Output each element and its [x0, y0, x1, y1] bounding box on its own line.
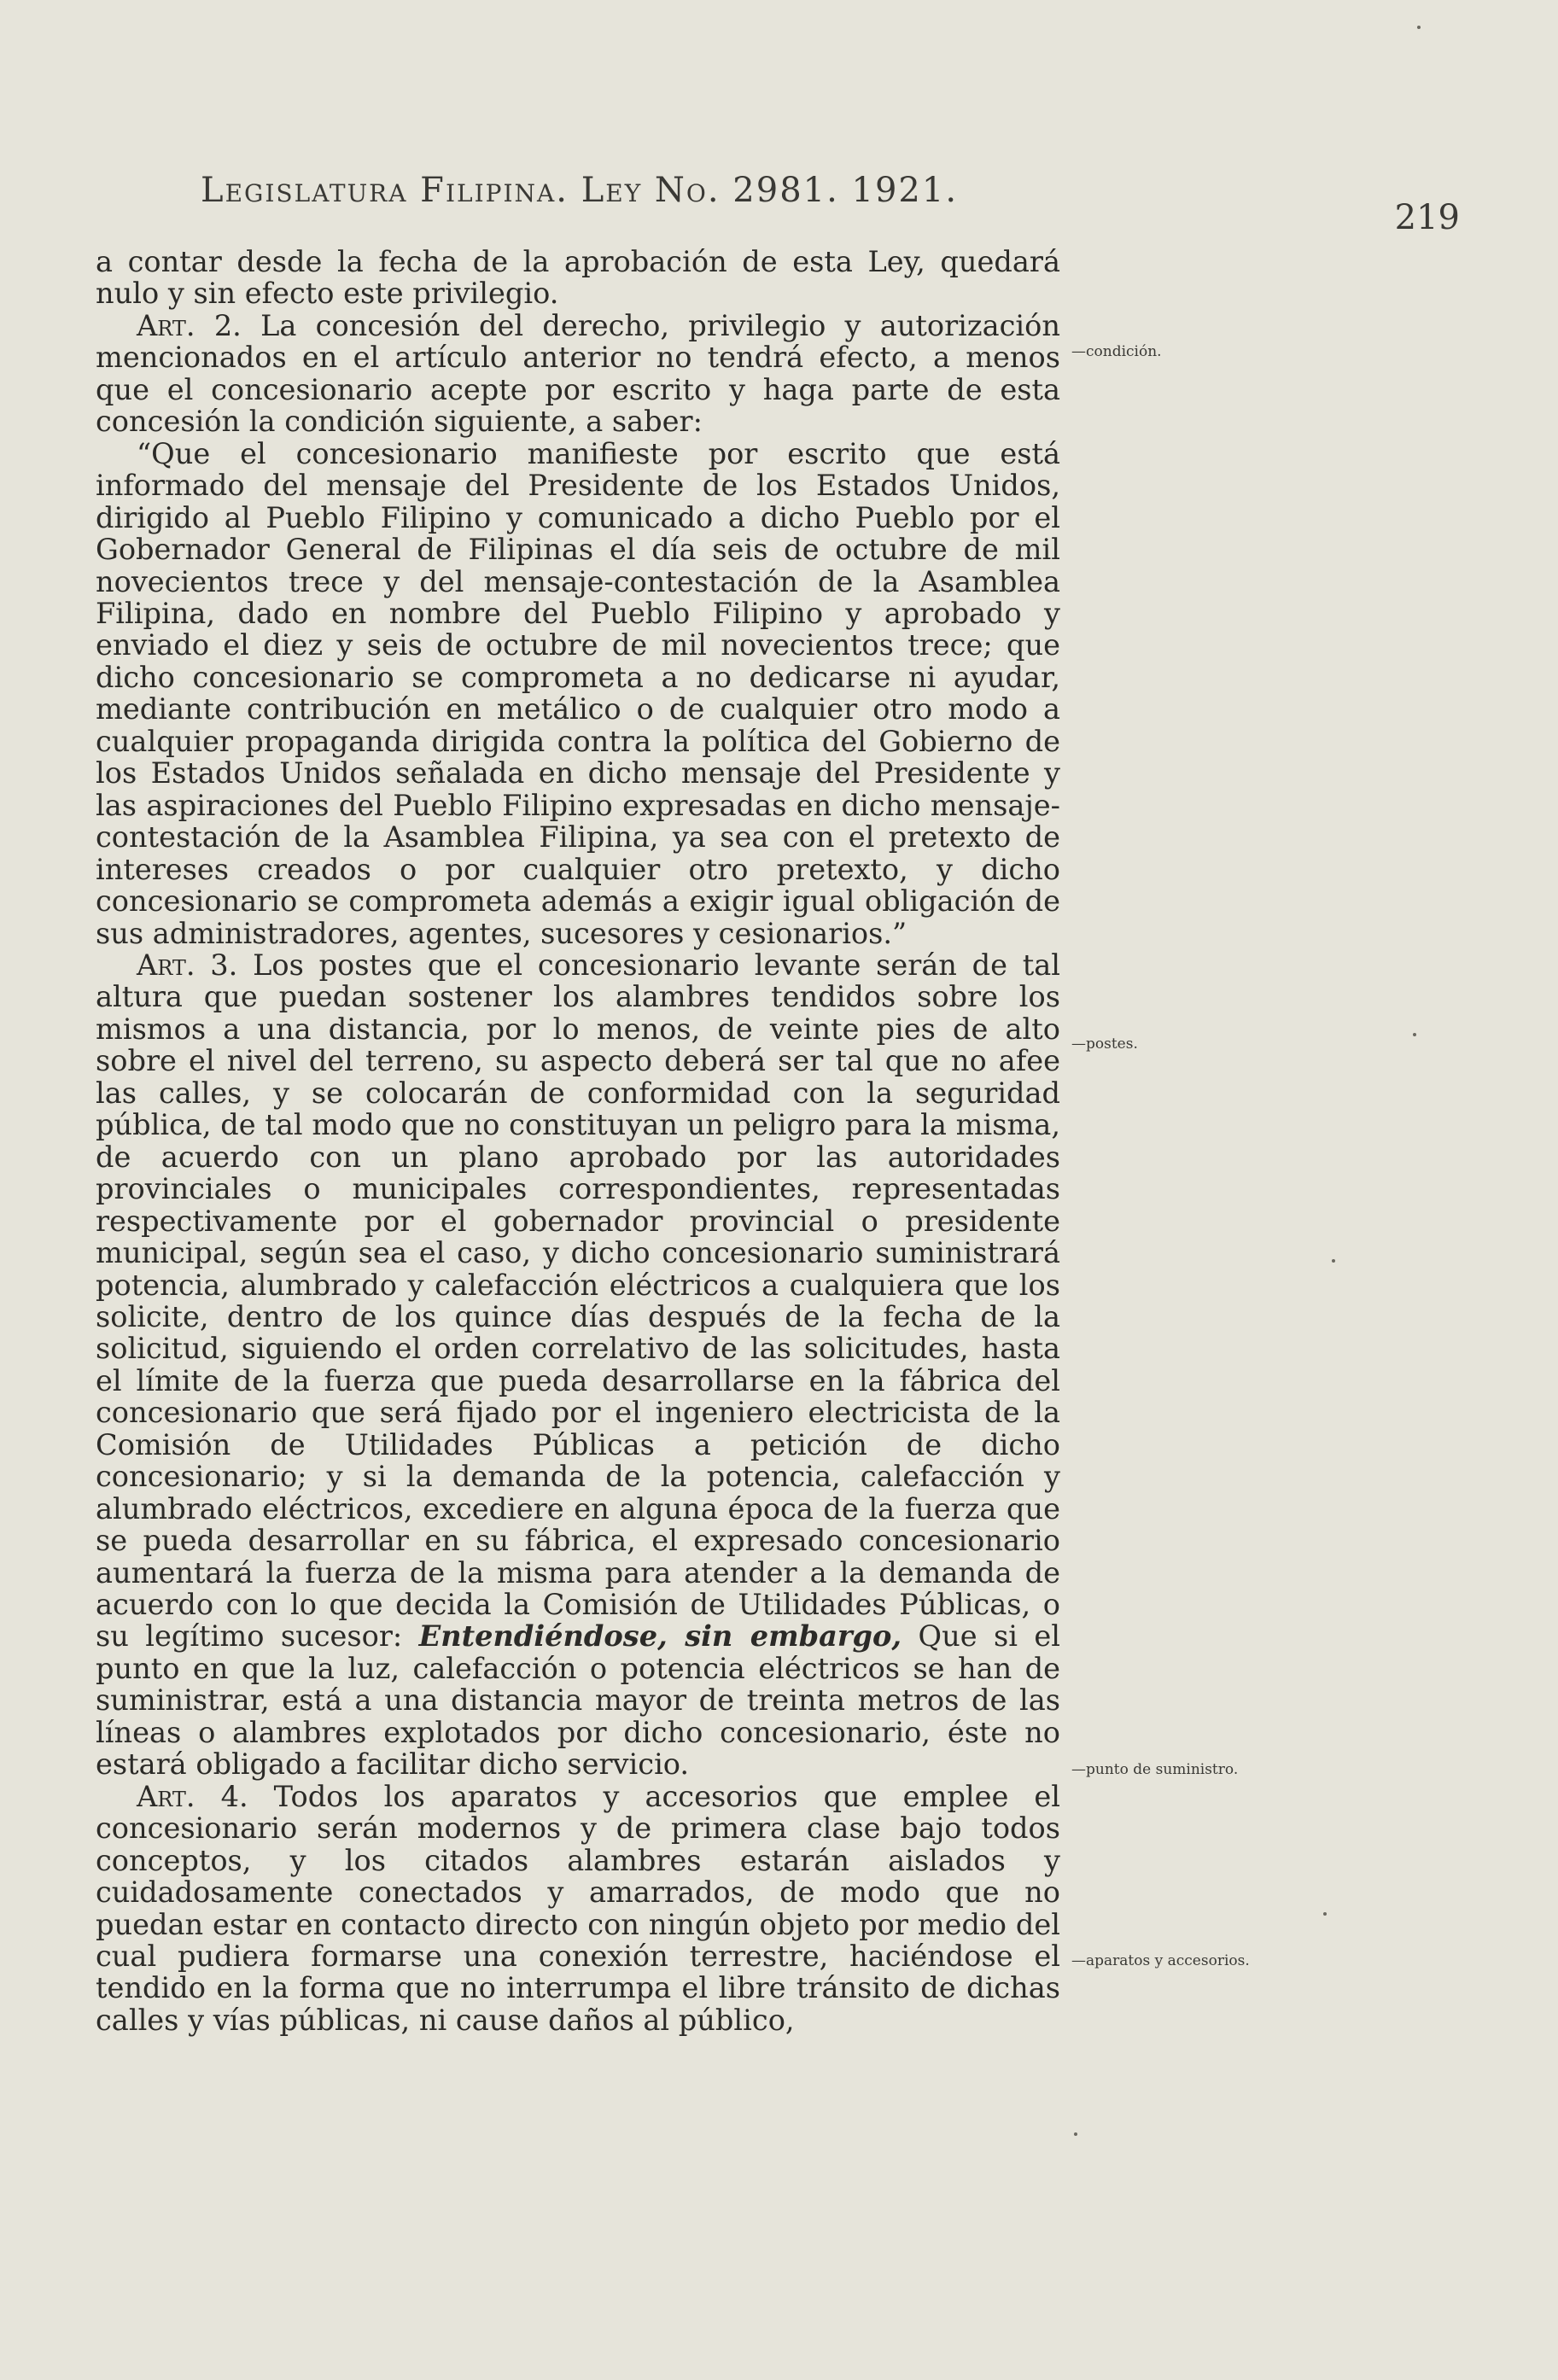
article-3: [96, 949, 1060, 1781]
paper-speck: [1332, 1259, 1335, 1263]
paper-speck: [1417, 26, 1421, 29]
article-4-text: Todos los aparatos y accesorios que emplee el concesionario serán modernos y de primera clase bajo todos conceptos, y los citados alambres estarán aislados y cuidadosamente conectados y amarrados, de modo que no puedan estar en contacto directo con ningún objeto por medio del cual pudiera formarse una conexión terrestre, haciéndose el tendido en la forma que no interrumpa el libre tránsito de dichas calles y vías públicas, ni cause daños al público,: [96, 1779, 1061, 2037]
article-3-text-b: Que si el punto en que la luz, calefacción o potencia eléctricos se han de suministrar, está a una distancia mayor de treinta metros de las líneas o alambres explotados por dicho concesionario, éste no estará obligado a facilitar dicho servicio.: [96, 1619, 1060, 1782]
running-head: Legislatura Filipina. Ley No. 2981. 1921.: [201, 171, 959, 210]
article-2-quote: “Que el concesionario manifieste por escrito que está informado del mensaje del Presidente de los Estados Unidos, dirigido al Pueblo Filipino y comunicado a dicho Pueblo por el Gobernador General de Filipinas el día seis de octubre de mil novecientos trece y del mensaje-contestación de la Asamblea Filipina, dado en nombre del Pueblo Filipino y aprobado y enviado el diez y seis de octubre de mil novecientos trece; que dicho concesionario se comprometa a no dedicarse ni ayudar, mediante contribución en metálico o de cualquier otro modo a cualquier propaganda dirigida contra la política del Gobierno de los Estados Unidos señalada en dicho mensaje del Presidente y las aspiraciones del Pueblo Filipino expresadas en dicho mensaje-contestación de la Asamblea Filipina, ya sea con el pretexto de intereses creados o por cualquier otro pretexto, y dicho concesionario se comprometa además a exigir igual obligación de sus administradores, agentes, sucesores y cesionarios.”: [96, 436, 1060, 950]
article-4: [96, 1781, 1060, 2037]
article-2-text: La concesión del derecho, privilegio y autorización mencionados en el artículo anterior no tendrá efecto, a menos que el concesionario acepte por escrito y haga parte de esta concesión la condición siguiente, a saber:: [96, 308, 1060, 439]
body-text: [96, 246, 1060, 2036]
margin-note-condicion: —condición.: [1071, 343, 1162, 360]
margin-note-postes: —postes.: [1071, 1035, 1138, 1053]
page-header: [201, 171, 1460, 237]
margin-note-punto: —punto de suministro.: [1071, 1761, 1239, 1778]
article-4-label: Art. 4.: [137, 1779, 248, 1813]
article-2: [96, 310, 1060, 438]
article-3-label: Art. 3.: [137, 948, 238, 982]
paper-speck: [1074, 2132, 1077, 2136]
page-number: 219: [1394, 198, 1460, 237]
paper-speck: [1323, 1912, 1327, 1916]
article-2-label: Art. 2.: [137, 308, 242, 342]
paper-speck: [1413, 1033, 1416, 1036]
paragraph-continuation: a contar desde la fecha de la aprobación de esta Ley, quedará nulo y sin efecto este privilegio.: [96, 245, 1060, 311]
article-3-text-a: Los postes que el concesionario levante serán de tal altura que puedan sostener los alambres tendidos sobre los mismos a una distancia, por lo menos, de veinte pies de alto sobre el nivel del terreno, su aspecto deberá ser tal que no afee las calles, y se colocarán de conformidad con la seguridad pública, de tal modo que no constituyan un peligro para la misma, de acuerdo con un plano aprobado por las autoridades provinciales o municipales correspondientes, representadas respectivamente por el gobernador provincial o presidente municipal, según sea el caso, y dicho concesionario suministrará potencia, alumbrado y calefacción eléctricos a cualquiera que los solicite, dentro de los quince días después de la fecha de la solicitud, siguiendo el orden correlativo de las solicitudes, hasta el límite de la fuerza que pueda desarrollarse en la fábrica del concesionario que será fijado por el ingeniero electricista de la Comisión de Utilidades Públicas a petición de dicho concesionario; y si la demanda de la potencia, calefacción y alumbrado eléctricos, excediere en alguna época de la fuerza que se pueda desarrollar en su fábrica, el expresado concesionario aumentará la fuerza de la misma para atender a la demanda de acuerdo con lo que decida la Comisión de Utilidades Públicas, o su legítimo sucesor:: [96, 948, 1060, 1654]
article-3-proviso: Entendiéndose, sin embargo,: [418, 1619, 902, 1654]
margin-note-aparatos: —aparatos y accesorios.: [1071, 1952, 1250, 1969]
